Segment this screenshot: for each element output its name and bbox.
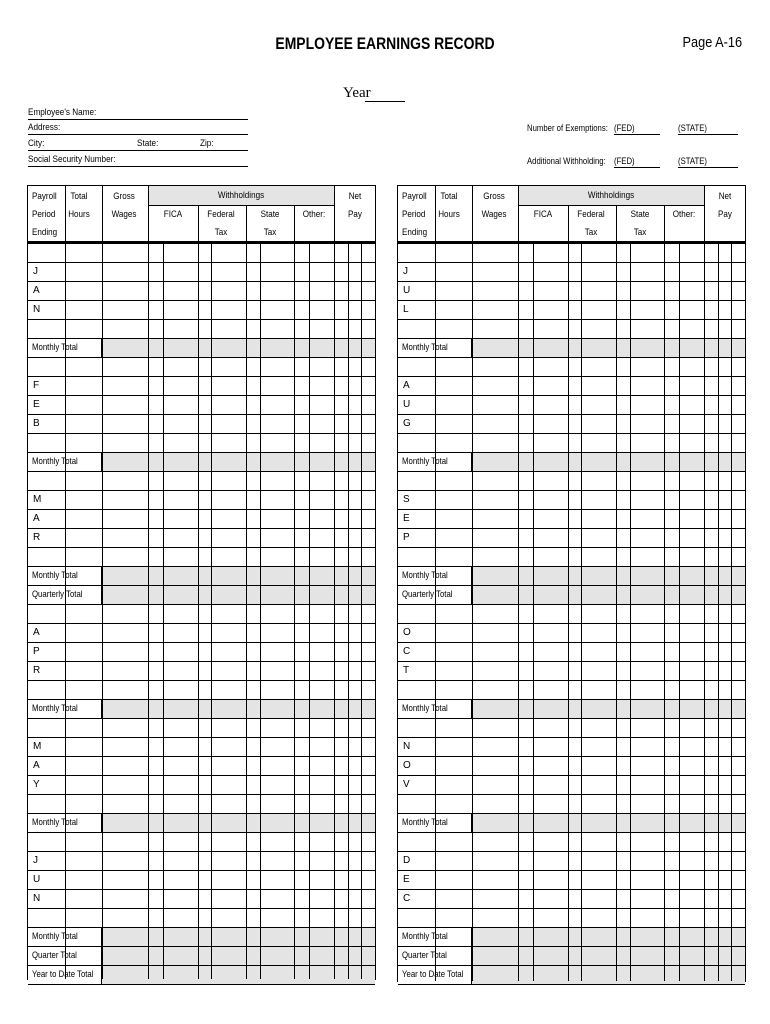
table-row[interactable]: [398, 548, 745, 567]
table-row[interactable]: [398, 738, 745, 757]
table-row[interactable]: [28, 491, 375, 510]
other-header: Other:: [302, 209, 326, 220]
month-letter: J: [403, 266, 408, 277]
header-divider: [616, 206, 617, 244]
month-letter: J: [33, 266, 38, 277]
monthly-total-row: [398, 339, 745, 358]
payroll-header: Payroll Period Ending: [32, 191, 58, 238]
month-letter: J: [33, 855, 38, 866]
table-row[interactable]: [28, 738, 375, 757]
table-row[interactable]: [398, 434, 745, 453]
column-divider: [102, 244, 103, 979]
quarter-total-label: Quarter Total: [402, 950, 447, 961]
month-letter: V: [403, 779, 410, 790]
column-divider: [704, 244, 705, 981]
year-label: Year: [343, 85, 371, 101]
monthly-total-row: [398, 567, 745, 586]
header-divider: [65, 186, 66, 244]
monthly-total-label: Monthly Total: [32, 342, 78, 353]
table-row[interactable]: [28, 510, 375, 529]
column-divider: [260, 244, 261, 979]
net-pay-header: Net Pay: [348, 191, 362, 220]
table-row[interactable]: [398, 358, 745, 377]
state-tax-header: State Tax: [630, 209, 650, 238]
table-row[interactable]: [398, 244, 745, 263]
wages-header: Gross Wages: [111, 191, 137, 220]
column-divider: [533, 244, 534, 981]
header-divider: [102, 186, 103, 244]
exemptions-state-label: (STATE): [678, 123, 707, 133]
month-letter: A: [33, 627, 40, 638]
table-row[interactable]: [28, 434, 375, 453]
table-row[interactable]: [28, 795, 375, 814]
net-pay-header: Net Pay: [718, 191, 732, 220]
month-letter: R: [33, 532, 41, 543]
column-divider: [568, 244, 569, 981]
month-letter: O: [403, 627, 411, 638]
month-letter: N: [403, 741, 411, 752]
header-divider: [704, 186, 705, 244]
header-divider: [472, 186, 473, 244]
quarter-total-label: Quarter Total: [32, 950, 77, 961]
table-row[interactable]: [398, 263, 745, 282]
table-row[interactable]: [398, 510, 745, 529]
table-row[interactable]: [398, 795, 745, 814]
column-divider: [630, 244, 631, 981]
monthly-total-label: Monthly Total: [32, 703, 78, 714]
exemptions-fed-label: (FED): [614, 123, 635, 133]
withholdings-header: Withholdings: [518, 186, 704, 206]
table-row[interactable]: [28, 871, 375, 890]
table-row[interactable]: [398, 320, 745, 339]
table-row[interactable]: [28, 472, 375, 491]
ssn-label: Social Security Number:: [28, 154, 116, 165]
table-row[interactable]: [28, 415, 375, 434]
employee-name-label: Employee's Name:: [28, 107, 97, 118]
quarter-total-row: [398, 947, 745, 966]
month-letter: U: [403, 399, 411, 410]
monthly-total-label: Monthly Total: [402, 703, 448, 714]
table-row[interactable]: [28, 719, 375, 738]
table-row[interactable]: [28, 852, 375, 871]
header-divider: [148, 186, 149, 244]
table-row[interactable]: [28, 681, 375, 700]
quarterly-total-row: [28, 586, 375, 605]
table-row[interactable]: [398, 890, 745, 909]
monthly-total-label: Monthly Total: [402, 931, 448, 942]
wages-header: Gross Wages: [481, 191, 507, 220]
state-label: State:: [137, 138, 159, 149]
month-letter: C: [403, 893, 411, 904]
month-letter: A: [33, 513, 40, 524]
month-letter: Y: [33, 779, 40, 790]
header-divider: [198, 206, 199, 244]
table-row[interactable]: [398, 624, 745, 643]
table-row[interactable]: [398, 871, 745, 890]
month-letter: M: [33, 741, 42, 752]
city-state-zip-field[interactable]: [28, 150, 248, 151]
month-letter: F: [33, 380, 40, 391]
table-row[interactable]: [398, 301, 745, 320]
month-letter: A: [33, 285, 40, 296]
hours-header: Total Hours: [68, 191, 90, 220]
state-tax-header: State Tax: [260, 209, 280, 238]
month-letter: A: [33, 760, 40, 771]
monthly-total-row: [398, 700, 745, 719]
month-letter: R: [33, 665, 41, 676]
ssn-field[interactable]: [28, 166, 248, 167]
column-divider: [731, 244, 732, 981]
monthly-total-row: [28, 928, 375, 947]
table-row[interactable]: [398, 757, 745, 776]
table-row[interactable]: [28, 776, 375, 795]
withholdings-header: Withholdings: [148, 186, 334, 206]
fica-header: FICA: [163, 209, 183, 220]
table-row[interactable]: [398, 396, 745, 415]
table-row[interactable]: [28, 320, 375, 339]
monthly-total-label: Monthly Total: [402, 817, 448, 828]
table-row[interactable]: [28, 244, 375, 263]
table-row[interactable]: [398, 472, 745, 491]
header-divider: [294, 206, 295, 244]
column-divider: [664, 244, 665, 981]
ytd-total-label: Year to Date Total: [32, 969, 94, 980]
table-row[interactable]: [28, 757, 375, 776]
month-letter: C: [403, 646, 411, 657]
table-row[interactable]: [28, 662, 375, 681]
federal-tax-header: Federal Tax: [207, 209, 235, 238]
quarterly-total-label: Quarterly Total: [402, 589, 453, 600]
monthly-total-label: Monthly Total: [402, 456, 448, 467]
column-divider: [246, 244, 247, 979]
column-divider: [616, 244, 617, 981]
quarterly-total-label: Quarterly Total: [32, 589, 83, 600]
city-label: City:: [28, 138, 45, 149]
column-divider: [435, 244, 436, 981]
column-divider: [472, 244, 473, 981]
table-row[interactable]: [398, 377, 745, 396]
column-divider: [65, 244, 66, 979]
table-row[interactable]: [28, 548, 375, 567]
header-divider: [435, 186, 436, 244]
month-letter: M: [33, 494, 42, 505]
table-row[interactable]: [398, 529, 745, 548]
zip-label: Zip:: [200, 138, 214, 149]
employee-name-field[interactable]: [28, 119, 248, 120]
table-header: [398, 186, 745, 244]
table-row[interactable]: [398, 605, 745, 624]
column-divider: [718, 244, 719, 981]
column-divider: [679, 244, 680, 981]
month-letter: G: [403, 418, 411, 429]
table-row[interactable]: [398, 681, 745, 700]
column-divider: [148, 244, 149, 979]
withholding-fed-label: (FED): [614, 156, 635, 166]
table-row[interactable]: [398, 643, 745, 662]
table-row[interactable]: [28, 358, 375, 377]
table-row[interactable]: [398, 909, 745, 928]
fica-header: FICA: [533, 209, 553, 220]
payroll-header: Payroll Period Ending: [402, 191, 428, 238]
monthly-total-row: [398, 928, 745, 947]
header-divider: [246, 206, 247, 244]
monthly-total-label: Monthly Total: [32, 817, 78, 828]
table-row[interactable]: [28, 890, 375, 909]
month-letter: E: [33, 399, 40, 410]
withholding-state-label: (STATE): [678, 156, 707, 166]
monthly-total-row: [28, 814, 375, 833]
year-field[interactable]: [365, 101, 405, 102]
monthly-total-row: [28, 700, 375, 719]
page-number: Page A-16: [682, 34, 742, 51]
exemptions-state-field[interactable]: [678, 134, 738, 135]
withholding-label: Additional Withholding:: [527, 156, 606, 166]
monthly-total-label: Monthly Total: [402, 342, 448, 353]
monthly-total-row: [28, 339, 375, 358]
column-divider: [163, 244, 164, 979]
month-letter: U: [403, 285, 411, 296]
page-title: EMPLOYEE EARNINGS RECORD: [275, 34, 495, 53]
column-divider: [198, 244, 199, 979]
month-letter: B: [33, 418, 40, 429]
other-header: Other:: [672, 209, 696, 220]
monthly-total-row: [398, 453, 745, 472]
table-row[interactable]: [398, 719, 745, 738]
withholding-fed-field[interactable]: [614, 167, 660, 168]
withholding-state-field[interactable]: [678, 167, 738, 168]
monthly-total-row: [398, 814, 745, 833]
month-letter: E: [403, 874, 410, 885]
month-letter: P: [33, 646, 40, 657]
quarter-total-row: [28, 947, 375, 966]
table-row[interactable]: [398, 662, 745, 681]
column-divider: [309, 244, 310, 979]
month-letter: T: [403, 665, 410, 676]
column-divider: [361, 244, 362, 979]
table-row[interactable]: [28, 909, 375, 928]
month-letter: N: [33, 893, 41, 904]
monthly-total-label: Monthly Total: [402, 570, 448, 581]
table-row[interactable]: [28, 377, 375, 396]
column-divider: [211, 244, 212, 979]
month-letter: D: [403, 855, 411, 866]
month-letter: O: [403, 760, 411, 771]
exemptions-fed-field[interactable]: [614, 134, 660, 135]
table-row[interactable]: [28, 301, 375, 320]
month-letter: L: [403, 304, 409, 315]
monthly-total-label: Monthly Total: [32, 931, 78, 942]
table-row[interactable]: [398, 852, 745, 871]
ytd-total-label: Year to Date Total: [402, 969, 464, 980]
ytd-total-row: [398, 966, 745, 985]
table-header: [28, 186, 375, 244]
quarterly-total-row: [398, 586, 745, 605]
monthly-total-label: Monthly Total: [32, 456, 78, 467]
earnings-table-right: [397, 185, 746, 982]
column-divider: [334, 244, 335, 979]
table-row[interactable]: [28, 529, 375, 548]
table-row[interactable]: [28, 263, 375, 282]
header-divider: [664, 206, 665, 244]
earnings-table-left: [27, 185, 376, 980]
month-letter: E: [403, 513, 410, 524]
month-letter: U: [33, 874, 41, 885]
column-divider: [294, 244, 295, 979]
column-divider: [581, 244, 582, 981]
month-letter: P: [403, 532, 410, 543]
monthly-total-label: Monthly Total: [32, 570, 78, 581]
month-letter: N: [33, 304, 41, 315]
table-row[interactable]: [398, 776, 745, 795]
table-row[interactable]: [398, 491, 745, 510]
table-row[interactable]: [28, 282, 375, 301]
ytd-total-row: [28, 966, 375, 985]
address-field[interactable]: [28, 134, 248, 135]
month-letter: S: [403, 494, 410, 505]
table-row[interactable]: [28, 833, 375, 852]
monthly-total-row: [28, 453, 375, 472]
column-divider: [348, 244, 349, 979]
table-row[interactable]: [398, 415, 745, 434]
column-divider: [518, 244, 519, 981]
table-row[interactable]: [28, 605, 375, 624]
header-divider: [334, 186, 335, 244]
address-label: Address:: [28, 122, 61, 133]
header-divider: [568, 206, 569, 244]
table-row[interactable]: [28, 396, 375, 415]
table-row[interactable]: [398, 833, 745, 852]
table-row[interactable]: [28, 643, 375, 662]
hours-header: Total Hours: [438, 191, 460, 220]
table-row[interactable]: [28, 624, 375, 643]
header-divider: [518, 186, 519, 244]
monthly-total-row: [28, 567, 375, 586]
month-letter: A: [403, 380, 410, 391]
federal-tax-header: Federal Tax: [577, 209, 605, 238]
exemptions-label: Number of Exemptions:: [527, 123, 608, 133]
table-row[interactable]: [398, 282, 745, 301]
